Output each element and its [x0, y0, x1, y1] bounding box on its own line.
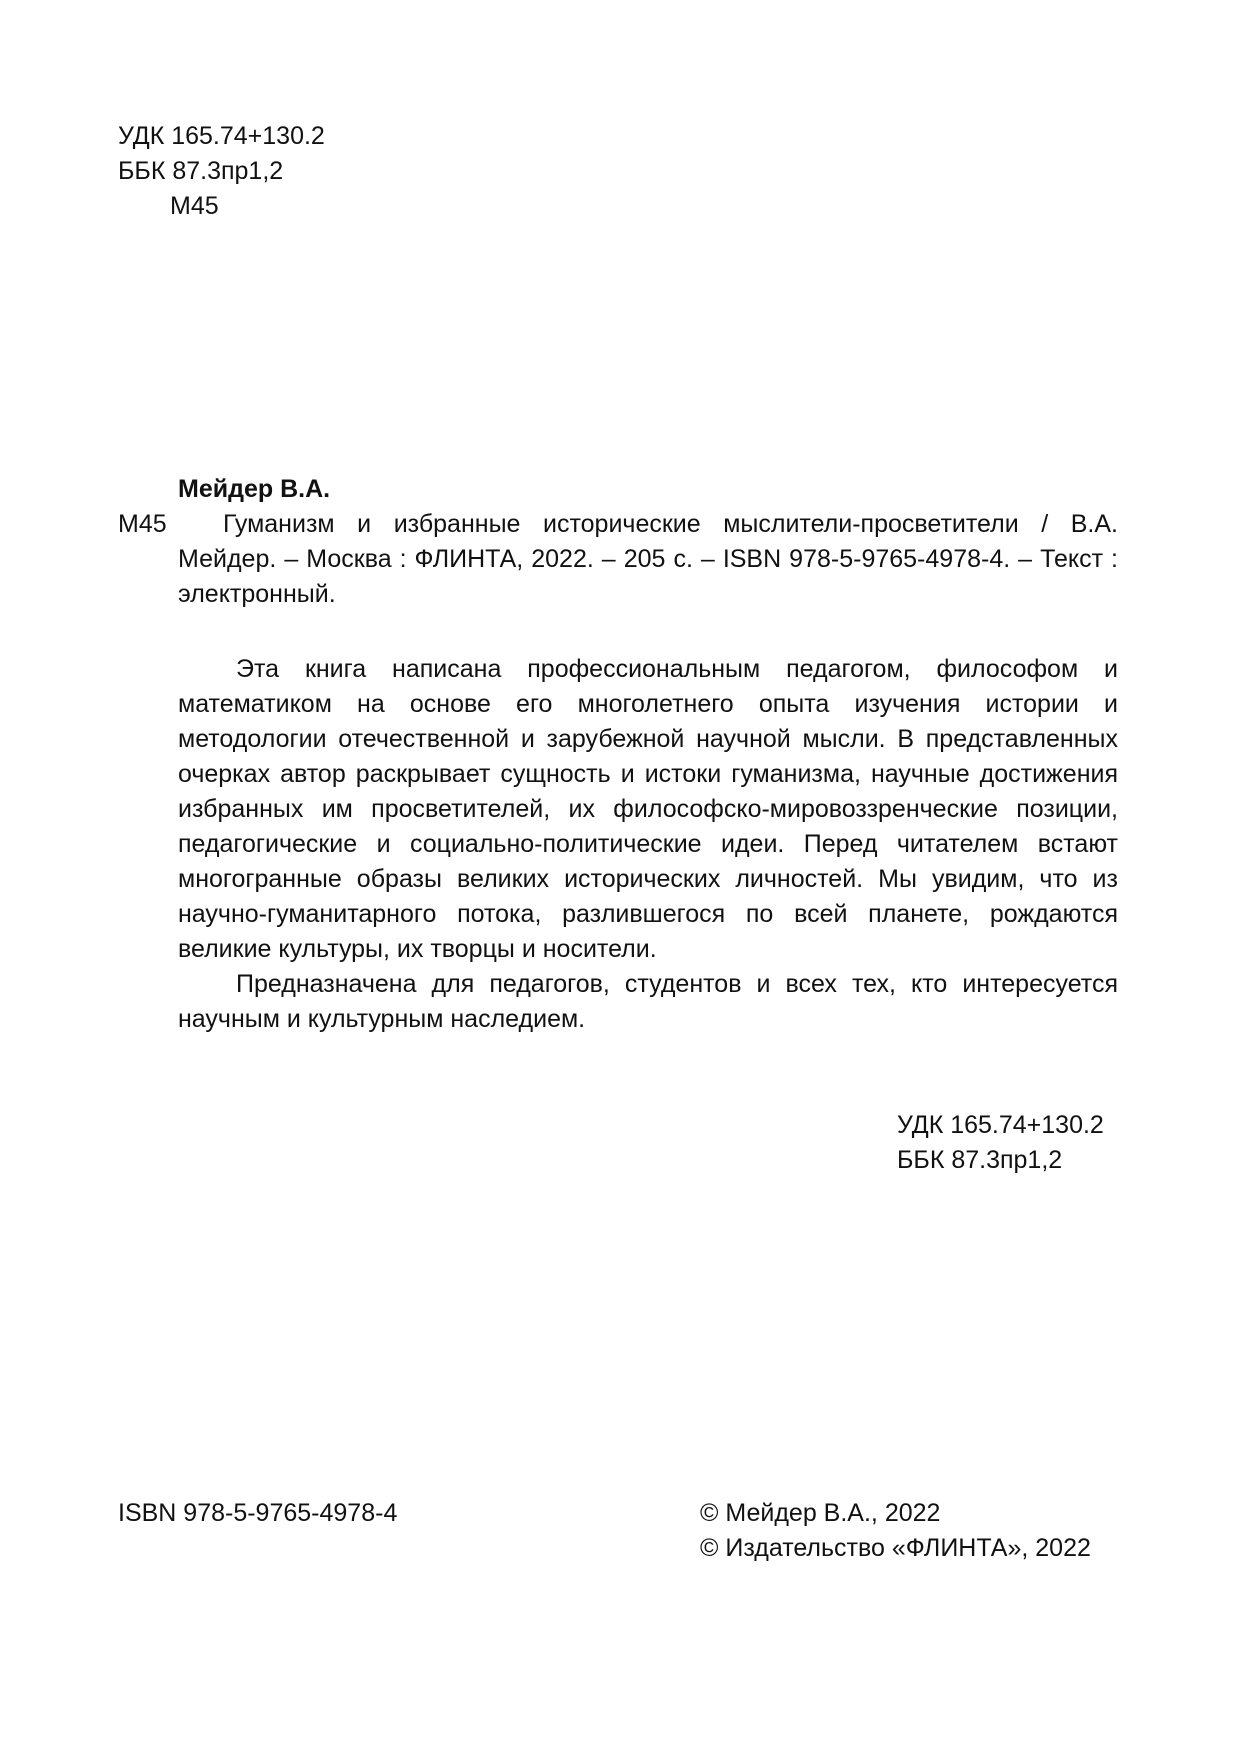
author-name: Мейдер В.А.: [178, 475, 331, 503]
annotation: [178, 652, 1118, 1037]
udk-code: УДК 165.74+130.2: [897, 1111, 1104, 1139]
udk-code: УДК 165.74+130.2: [118, 122, 325, 150]
isbn: ISBN 978-5-9765-4978-4: [118, 1499, 398, 1527]
copyright-publisher: © Издательство «ФЛИНТА», 2022: [700, 1534, 1091, 1562]
classification-header: [118, 119, 325, 224]
annotation-paragraph: Эта книга написана профессиональным педагогом, философом и математиком на основе его многолетнего опыта изучения истории и методологии отечественной и зарубежной научной мысли. В представленных очерках автор раскрывает сущность и истоки гуманизма, научные достижения избранных им просветителей, их философско-мировоззренческие позиции, педагогические и социально-политические идеи. Перед читателем встают многогранные образы великих исторических личностей. Мы увидим, что из научно-гуманитарного потока, разлившегося по всей планете, рождаются великие культуры, их творцы и носители.: [178, 655, 1118, 963]
classification-codes-repeat: [897, 1108, 1104, 1178]
author-mark: М45: [118, 510, 167, 538]
annotation-paragraph: Предназначена для педагогов, студентов и всех тех, кто интересуется научным и культурным наследием.: [178, 970, 1118, 1033]
bibliographic-description: Гуманизм и избранные исторические мыслители-просветители / В.А. Мейдер. – Москва : ФЛИНТА, 2022. – 205 с. – ISBN 978-5-9765-4978-4. – Текст : электронный.: [178, 510, 1118, 608]
copyright-author: © Мейдер В.А., 2022: [700, 1499, 941, 1527]
author-mark-code: М45: [170, 192, 219, 220]
copyright-block: [700, 1496, 1091, 1566]
bbk-code: ББК 87.3пр1,2: [118, 157, 284, 185]
bbk-code: ББК 87.3пр1,2: [897, 1146, 1063, 1174]
